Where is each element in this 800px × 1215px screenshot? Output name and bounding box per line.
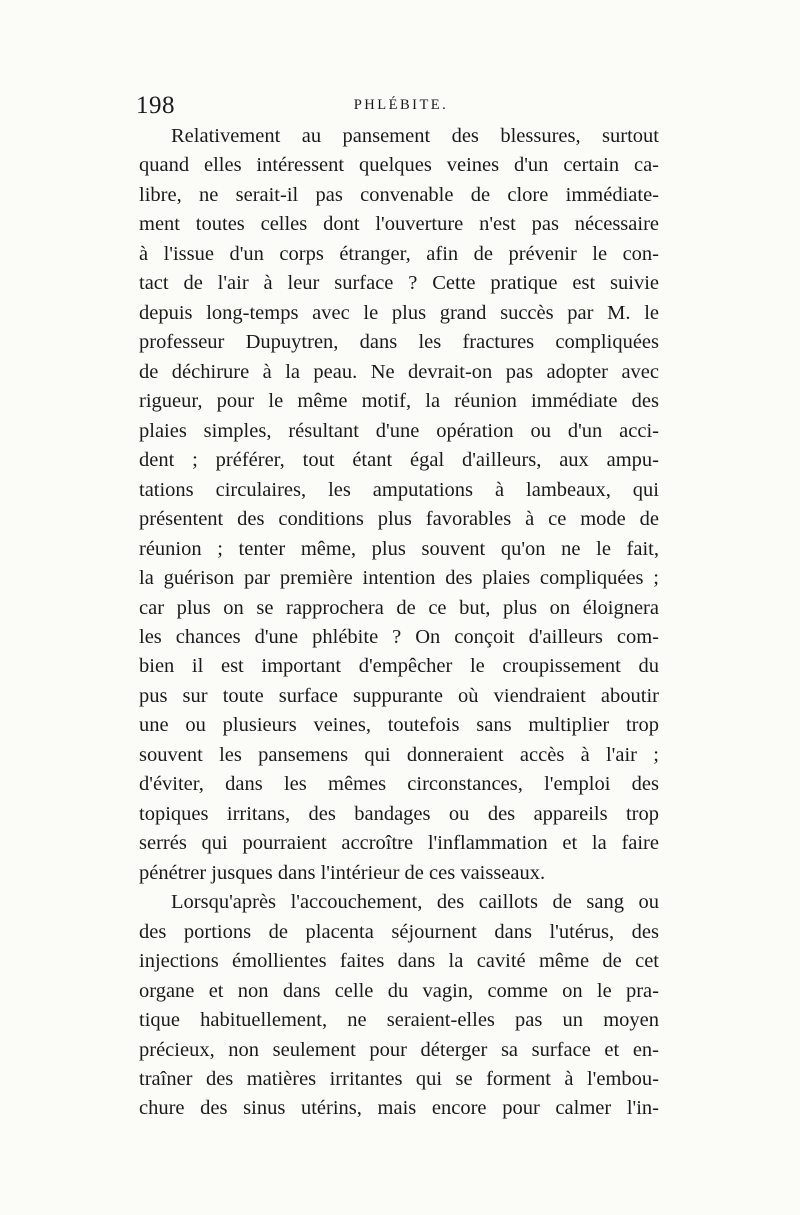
body-text (139, 122, 659, 1124)
text-line: chure des sinus utérins, mais encore pour calmer l'in- (139, 1097, 659, 1120)
text-line: des portions de placenta séjournent dans l'utérus, des (139, 920, 659, 943)
text-line: les chances d'une phlébite ? On conçoit d'ailleurs com- (139, 625, 659, 648)
page-number: 198 (136, 92, 175, 119)
text-line: la guérison par première intention des plaies compliquées ; (139, 567, 659, 590)
text-line: une ou plusieurs veines, toutefois sans multiplier trop (139, 714, 659, 737)
text-line: tique habituellement, ne seraient-elles pas un moyen (139, 1009, 659, 1032)
text-line: ment toutes celles dont l'ouverture n'est pas nécessaire (139, 213, 659, 236)
text-line: plaies simples, résultant d'une opération ou d'un acci- (139, 419, 659, 442)
text-line: car plus on se rapprochera de ce but, plus on éloignera (139, 596, 659, 619)
text-line: libre, ne serait-il pas convenable de clore immédiate- (139, 183, 659, 206)
text-line: à l'issue d'un corps étranger, afin de prévenir le con- (139, 242, 659, 265)
text-line: de déchirure à la peau. Ne devrait-on pas adopter avec (139, 360, 659, 383)
text-line: Relativement au pansement des blessures, surtout (171, 125, 659, 147)
text-line: dent ; préférer, tout étant égal d'ailleurs, aux ampu- (139, 449, 659, 472)
running-title: PHLÉBITE. (353, 97, 449, 113)
text-line: Lorsqu'après l'accouchement, des caillots de sang ou (171, 891, 659, 914)
text-line: professeur Dupuytren, dans les fractures compliquées (139, 331, 659, 354)
text-line: pénétrer jusques dans l'intérieur de ces vaisseaux. (139, 861, 546, 884)
text-line: injections émollientes faites dans la cavité même de cet (139, 950, 659, 973)
text-line: d'éviter, dans les mêmes circonstances, l'emploi des (139, 773, 659, 796)
text-line: rigueur, pour le même motif, la réunion immédiate des (139, 390, 659, 413)
text-line: tations circulaires, les amputations à lambeaux, qui (139, 478, 659, 501)
text-line: tact de l'air à leur surface ? Cette pratique est suivie (139, 272, 659, 295)
page-header (136, 92, 666, 122)
text-line: précieux, non seulement pour déterger sa surface et en- (139, 1038, 659, 1061)
text-line: depuis long-temps avec le plus grand succès par M. le (139, 301, 659, 324)
text-line: topiques irritans, des bandages ou des appareils trop (139, 802, 659, 825)
text-line: serrés qui pourraient accroître l'inflammation et la faire (139, 832, 659, 855)
text-line: pus sur toute surface suppurante où viendraient aboutir (139, 684, 659, 707)
text-line: organe et non dans celle du vagin, comme on le pra- (139, 979, 659, 1002)
text-line: bien il est important d'empêcher le croupissement du (139, 655, 659, 678)
text-line: quand elles intéressent quelques veines d'un certain ca- (139, 154, 659, 177)
text-line: présentent des conditions plus favorables à ce mode de (139, 508, 659, 531)
text-line: souvent les pansemens qui donneraient accès à l'air ; (139, 743, 659, 766)
text-line: traîner des matières irritantes qui se forment à l'embou- (139, 1068, 659, 1090)
text-line: réunion ; tenter même, plus souvent qu'on ne le fait, (139, 537, 659, 560)
